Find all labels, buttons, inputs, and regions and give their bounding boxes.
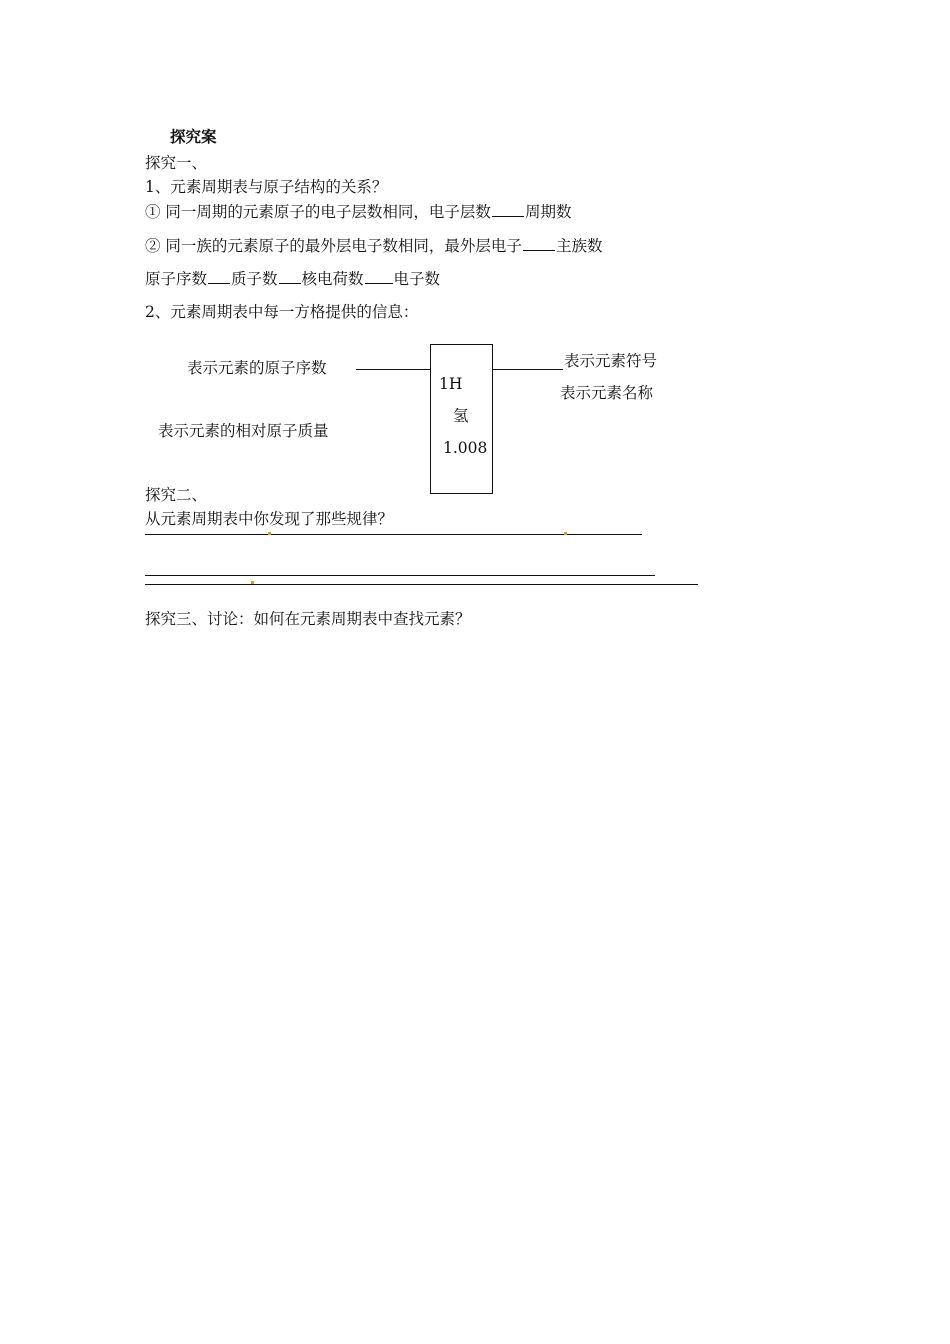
answer-line-2[interactable] bbox=[145, 575, 655, 576]
statement-period-text: ① 同一周期的元素原子的电子层数相同，电子层数 bbox=[145, 203, 491, 221]
label-element-symbol: 表示元素符号 bbox=[564, 352, 658, 370]
relation-nuclear-charge: 核电荷数 bbox=[301, 270, 364, 288]
section2-question: 从元素周期表中你发现了那些规律？ bbox=[145, 510, 394, 528]
connector-atomic-number bbox=[356, 369, 431, 370]
statement-group-text: ② 同一族的元素原子的最外层电子数相同，最外层电子 bbox=[145, 237, 522, 255]
section1-heading: 探究一、 bbox=[145, 154, 208, 172]
statement-period bbox=[145, 201, 571, 222]
relation-line bbox=[145, 268, 440, 289]
answer-line-marker bbox=[251, 581, 254, 584]
relation-electron-number: 电子数 bbox=[393, 270, 441, 288]
answer-line-3[interactable] bbox=[145, 584, 698, 585]
page-title: 探究案 bbox=[170, 128, 217, 146]
statement-period-suffix: 周期数 bbox=[524, 203, 572, 221]
section3-discussion: 探究三、讨论：如何在元素周期表中查找元素？ bbox=[145, 610, 471, 628]
label-atomic-mass: 表示元素的相对原子质量 bbox=[158, 422, 329, 440]
relation-proton-number: 质子数 bbox=[231, 270, 278, 288]
element-cell-mass: 1.008 bbox=[443, 438, 488, 457]
answer-line-marker bbox=[268, 532, 271, 535]
answer-line-1[interactable] bbox=[145, 534, 642, 535]
fill-blank-period[interactable] bbox=[492, 201, 524, 217]
label-element-name: 表示元素名称 bbox=[560, 384, 654, 402]
question-1: 1、元素周期表与原子结构的关系？ bbox=[145, 178, 388, 196]
fill-blank-relation-3[interactable] bbox=[365, 268, 393, 284]
connector-symbol bbox=[493, 369, 563, 370]
relation-atomic-number: 原子序数 bbox=[145, 270, 208, 288]
question-2: 2、元素周期表中每一方格提供的信息： bbox=[145, 303, 419, 321]
element-cell-symbol: 1H bbox=[439, 374, 463, 393]
fill-blank-group[interactable] bbox=[523, 235, 555, 251]
element-cell-name: 氢 bbox=[453, 406, 469, 425]
fill-blank-relation-2[interactable] bbox=[279, 268, 301, 284]
fill-blank-relation-1[interactable] bbox=[208, 268, 230, 284]
answer-line-marker bbox=[564, 532, 567, 535]
statement-group bbox=[145, 235, 602, 256]
statement-group-suffix: 主族数 bbox=[555, 237, 603, 255]
section2-heading: 探究二、 bbox=[145, 486, 208, 504]
label-atomic-number: 表示元素的原子序数 bbox=[187, 359, 327, 377]
